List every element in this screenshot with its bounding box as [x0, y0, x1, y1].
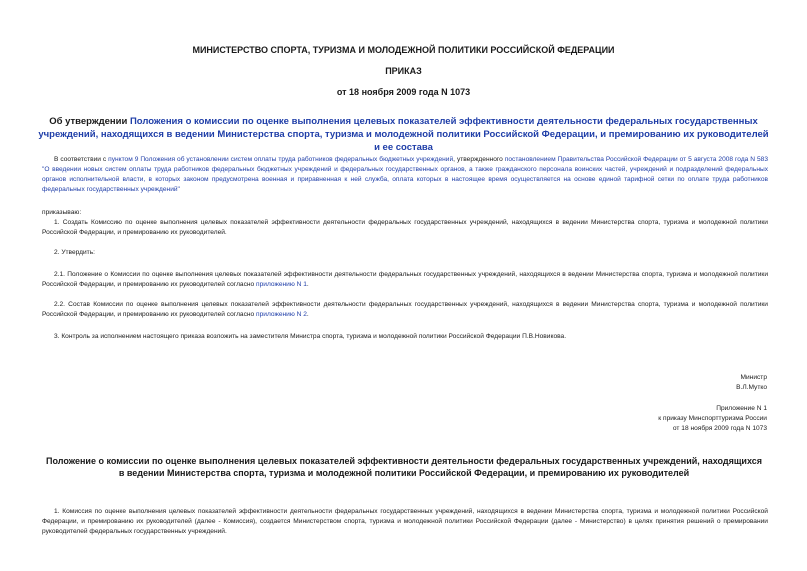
order-item-2: 2. Утвердить:	[54, 249, 95, 256]
signature-position: Министр	[740, 374, 767, 381]
appendix-1-link[interactable]: приложению N 1	[256, 281, 307, 288]
signature-block	[736, 373, 767, 393]
preamble-link-2[interactable]: постановлением Правительства Российской Федерации от 5 августа 2008 года N 583 "О введении новых систем оплаты труда работников федеральных бюджетных учреждений и федеральных государственных органов, а также гражданского персонала воинских частей, учреждений и подразделений федеральных органов исполнительной власти, в которых законом предусмотрена военная и приравненная к ней служба, оплата которых в настоящее время осуществляется на основе единой тарифной сетки по оплате труда работников федеральных государственных учреждений"	[42, 156, 768, 193]
preamble-link-1[interactable]: пунктом 9 Положения об установлении систем оплаты труда работников федеральных бюджетных учреждений	[108, 156, 454, 163]
appendix-to-order: к приказу Минспорттуризма России	[658, 415, 767, 422]
appendix-2-link[interactable]: приложению N 2	[256, 311, 307, 318]
appendix-block	[658, 404, 767, 434]
order-item-2-2: 2.2. Состав Комиссии по оценке выполнения целевых показателей эффективности деятельности федеральных государственных учреждений, находящихся в ведении Министерства спорта, туризма и молодежной политики Российской Федерации, и премированию их руководителей согласно приложению N 2.	[42, 301, 768, 318]
order-date: от 18 ноября 2009 года N 1073	[336, 87, 471, 97]
title-link[interactable]: Положения о комиссии по оценке выполнения целевых показателей эффективности деятельности федеральных государственных учреждений, находящихся в ведении Министерства спорта, туризма и молодежной политики Российской Федерации, и премированию их руководителей и ее состава	[38, 116, 769, 153]
appendix-date: от 18 ноября 2009 года N 1073	[672, 425, 767, 432]
appendix-label: Приложение N 1	[716, 405, 767, 412]
order-verb: приказываю:	[42, 209, 82, 216]
order-title	[36, 115, 771, 154]
regulation-title: Положение о комиссии по оценке выполнения целевых показателей эффективности деятельности федеральных государственных учреждений, находящихся в ведении Министерства спорта, туризма и молодежной политики Российской Федерации, и премированию их руководителей	[45, 456, 762, 478]
regulation-paragraph-1: 1. Комиссия по оценке выполнения целевых показателей эффективности деятельности федеральных государственных учреждений, находящихся в ведении Министерства спорта, туризма и молодежной политики Российской Федерации, и премированию их руководителей (далее - Комиссия), создается Министерством спорта, туризма и молодежной политики Российской Федерации (далее - Министерство) в целях принятия решений о премировании руководителей федеральных государственных учреждений.	[42, 508, 768, 535]
preamble-text-2: , утвержденного	[453, 156, 505, 163]
preamble-paragraph	[42, 155, 768, 195]
item-2-2-text: 2.2. Состав Комиссии по оценке выполнения целевых показателей эффективности деятельности федеральных государственных учреждений, находящихся в ведении Министерства спорта, туризма и молодежной политики Российской Федерации, и премированию их руководителей согласно	[42, 301, 768, 318]
item-2-1-text: 2.1. Положение о Комиссии по оценке выполнения целевых показателей эффективности деятельности федеральных государственных учреждений, находящихся в ведении Министерства спорта, туризма и молодежной политики Российской Федерации, и премированию их руководителей согласно	[42, 271, 768, 288]
ministry-heading: МИНИСТЕРСТВО СПОРТА, ТУРИЗМА И МОЛОДЕЖНОЙ ПОЛИТИКИ РОССИЙСКОЙ ФЕДЕРАЦИИ	[192, 45, 615, 55]
title-prefix: Об утверждении	[49, 116, 130, 127]
order-heading: ПРИКАЗ	[385, 66, 422, 76]
preamble-text-1: В соответствии с	[54, 156, 109, 163]
order-item-2-1: 2.1. Положение о Комиссии по оценке выполнения целевых показателей эффективности деятельности федеральных государственных учреждений, находящихся в ведении Министерства спорта, туризма и молодежной политики Российской Федерации, и премированию их руководителей согласно приложению N 1.	[42, 271, 768, 288]
order-item-1: 1. Создать Комиссию по оценке выполнения целевых показателей эффективности деятельности федеральных государственных учреждений, находящихся в ведении Министерства спорта, туризма и молодежной политики Российской Федерации, и премированию их руководителей.	[42, 219, 768, 236]
signature-name: В.Л.Мутко	[736, 384, 767, 391]
order-item-3: 3. Контроль за исполнением настоящего приказа возложить на заместителя Министра спорта, туризма и молодежной политики Российской Федерации П.В.Новикова.	[54, 333, 567, 340]
